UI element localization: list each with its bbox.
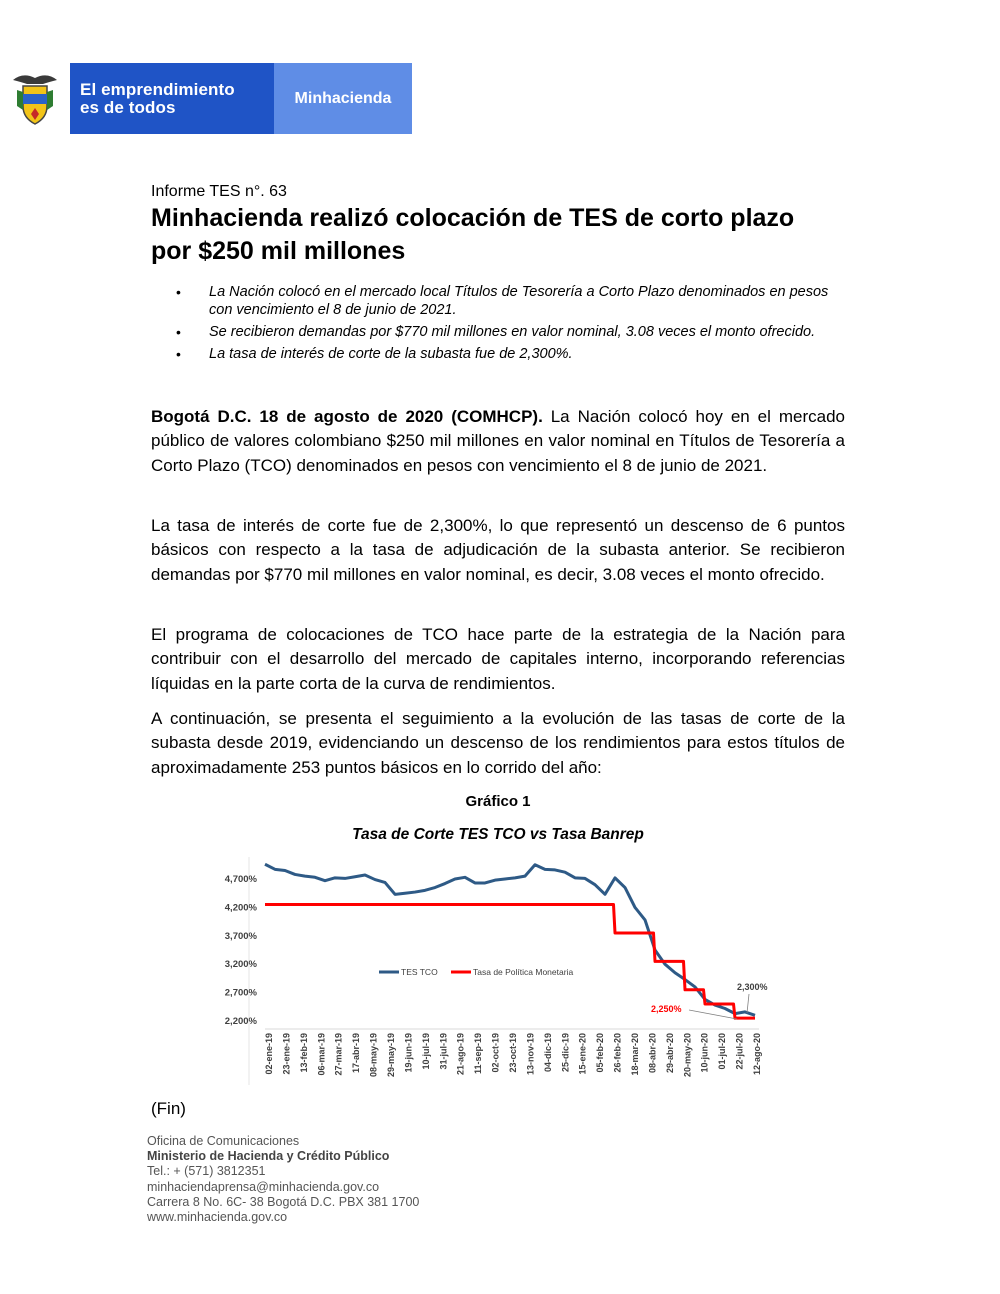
annotation-policy-last: 2,250% bbox=[651, 1004, 682, 1014]
x-tick-label: 02-oct-19 bbox=[490, 1033, 501, 1073]
slogan-line-1: El emprendimiento bbox=[80, 79, 235, 99]
x-tick-label: 10-jun-20 bbox=[699, 1033, 710, 1073]
x-axis bbox=[264, 1033, 762, 1077]
y-tick-label: 2,700% bbox=[224, 987, 257, 999]
x-tick-label: 12-ago-20 bbox=[752, 1033, 762, 1076]
x-tick-label: 17-abr-19 bbox=[351, 1033, 362, 1074]
dateline: Bogotá D.C. 18 de agosto de 2020 (COMHCP). bbox=[151, 407, 543, 426]
title-line-1: Minhacienda realizó colocación de TES de corto plazo bbox=[151, 204, 795, 232]
x-tick-label: 26-feb-20 bbox=[612, 1033, 623, 1073]
coat-of-arms-icon bbox=[0, 63, 70, 134]
series-line-policy-rate bbox=[265, 905, 755, 1019]
x-tick-label: 21-ago-19 bbox=[455, 1033, 466, 1076]
footer-ministry: Ministerio de Hacienda y Crédito Público bbox=[147, 1149, 390, 1164]
x-tick-label: 20-may-20 bbox=[682, 1033, 693, 1078]
y-tick-label: 4,700% bbox=[224, 874, 257, 885]
slogan-block bbox=[0, 63, 274, 134]
ministry-tag: Minhacienda bbox=[274, 63, 412, 134]
x-tick-label: 06-mar-19 bbox=[316, 1033, 327, 1076]
x-tick-label: 05-feb-20 bbox=[595, 1033, 606, 1073]
x-tick-label: 27-mar-19 bbox=[333, 1033, 344, 1076]
body-paragraph-1 bbox=[151, 405, 845, 478]
footer-web[interactable]: www.minhacienda.gov.co bbox=[147, 1210, 288, 1225]
y-tick-label: 2,200% bbox=[224, 1016, 257, 1027]
x-tick-label: 13-nov-19 bbox=[525, 1033, 536, 1076]
x-tick-label: 22-jul-20 bbox=[734, 1033, 745, 1070]
x-tick-label: 08-abr-20 bbox=[647, 1033, 658, 1074]
x-tick-label: 15-ene-20 bbox=[577, 1033, 588, 1075]
y-tick-label: 3,200% bbox=[224, 959, 257, 971]
footer-email[interactable]: minhaciendaprensa@minhacienda.gov.co bbox=[147, 1179, 380, 1194]
highlights-list bbox=[151, 283, 845, 367]
y-tick-label: 4,200% bbox=[224, 902, 257, 914]
x-tick-label: 31-jul-19 bbox=[438, 1033, 449, 1070]
x-tick-label: 04-dic-19 bbox=[542, 1033, 553, 1073]
x-tick-label: 29-abr-20 bbox=[664, 1033, 675, 1074]
y-tick-label: 3,700% bbox=[224, 930, 257, 942]
chart-legend bbox=[379, 967, 573, 977]
paragraph-1-text: La Nación colocó hoy en el mercado público de valores colombiano $250 mil millones en valor nominal en Títulos de Tesorería a Corto Plazo (TCO) denominados en pesos con vencimiento el 8 de junio de 2021. bbox=[151, 407, 845, 475]
x-tick-label: 08-may-19 bbox=[368, 1033, 379, 1078]
footer-office: Oficina de Comunicaciones bbox=[147, 1134, 300, 1148]
chart-series bbox=[265, 864, 755, 1018]
highlight-item: • Se recibieron demandas por $770 mil millones en valor nominal, 3.08 veces el monto ofrecido. bbox=[151, 323, 845, 341]
series-line-tes-tco bbox=[265, 864, 755, 1015]
x-tick-label: 23-ene-19 bbox=[281, 1033, 292, 1075]
x-tick-label: 11-sep-19 bbox=[473, 1033, 484, 1075]
legend-label: Tasa de Política Monetaria bbox=[473, 967, 574, 977]
x-tick-label: 19-jun-19 bbox=[403, 1033, 414, 1073]
highlight-item: • La Nación colocó en el mercado local Títulos de Tesorería a Corto Plazo denominados en pesos con vencimiento el 8 de junio de 2021. bbox=[151, 283, 845, 319]
figure-title: Tasa de Corte TES TCO vs Tasa Banrep bbox=[352, 826, 644, 843]
x-tick-label: 18-mar-20 bbox=[630, 1033, 640, 1076]
legend-label: TES TCO bbox=[401, 967, 438, 977]
footer-contact bbox=[147, 1134, 419, 1225]
body-paragraph-2: La tasa de interés de corte fue de 2,300%, lo que representó un descenso de 6 puntos básicos con respecto a la tasa de adjudicación de la subasta anterior. Se recibieron demandas por $770 mil millones en valor nominal, es decir, 3.08 veces el monto ofrecido. bbox=[151, 516, 845, 584]
x-tick-label: 01-jul-20 bbox=[717, 1033, 728, 1070]
title-line-2: por $250 mil millones bbox=[151, 237, 406, 265]
slogan-text bbox=[80, 81, 235, 117]
header-banner bbox=[0, 63, 412, 134]
closing-mark: (Fin) bbox=[151, 1099, 186, 1118]
body-paragraph-3: El programa de colocaciones de TCO hace parte de la estrategia de la Nación para contribuir con el desarrollo del mercado de capitales interno, incorporando referencias líquidas en la parte corta de la curva de rendimientos. bbox=[151, 625, 845, 693]
slogan-line-2: es de todos bbox=[80, 97, 176, 117]
x-tick-label: 29-may-19 bbox=[386, 1033, 396, 1078]
x-tick-label: 25-dic-19 bbox=[560, 1033, 571, 1073]
figure-label: Gráfico 1 bbox=[465, 793, 531, 810]
annotation-leader bbox=[747, 994, 749, 1013]
x-tick-label: 10-jul-19 bbox=[420, 1033, 431, 1070]
x-tick-label: 02-ene-19 bbox=[264, 1033, 274, 1075]
annotation-tes-last: 2,300% bbox=[737, 982, 768, 992]
report-number: Informe TES n°. 63 bbox=[151, 183, 287, 200]
x-tick-label: 23-oct-19 bbox=[508, 1033, 518, 1073]
x-tick-label: 13-feb-19 bbox=[298, 1033, 309, 1073]
body-paragraph-4: A continuación, se presenta el seguimiento a la evolución de las tasas de corte de la subasta desde 2019, evidenciando un descenso de los rendimientos para estos títulos de aproximadamente 253 puntos básicos en lo corrido del año: bbox=[151, 709, 845, 777]
rate-chart bbox=[219, 855, 779, 1085]
highlight-item: • La tasa de interés de corte de la subasta fue de 2,300%. bbox=[151, 345, 845, 363]
page-title bbox=[151, 202, 845, 268]
footer-address: Carrera 8 No. 6C- 38 Bogotá D.C. PBX 381 1700 bbox=[147, 1194, 420, 1209]
footer-phone: Tel.: + (571) 3812351 bbox=[147, 1164, 266, 1179]
